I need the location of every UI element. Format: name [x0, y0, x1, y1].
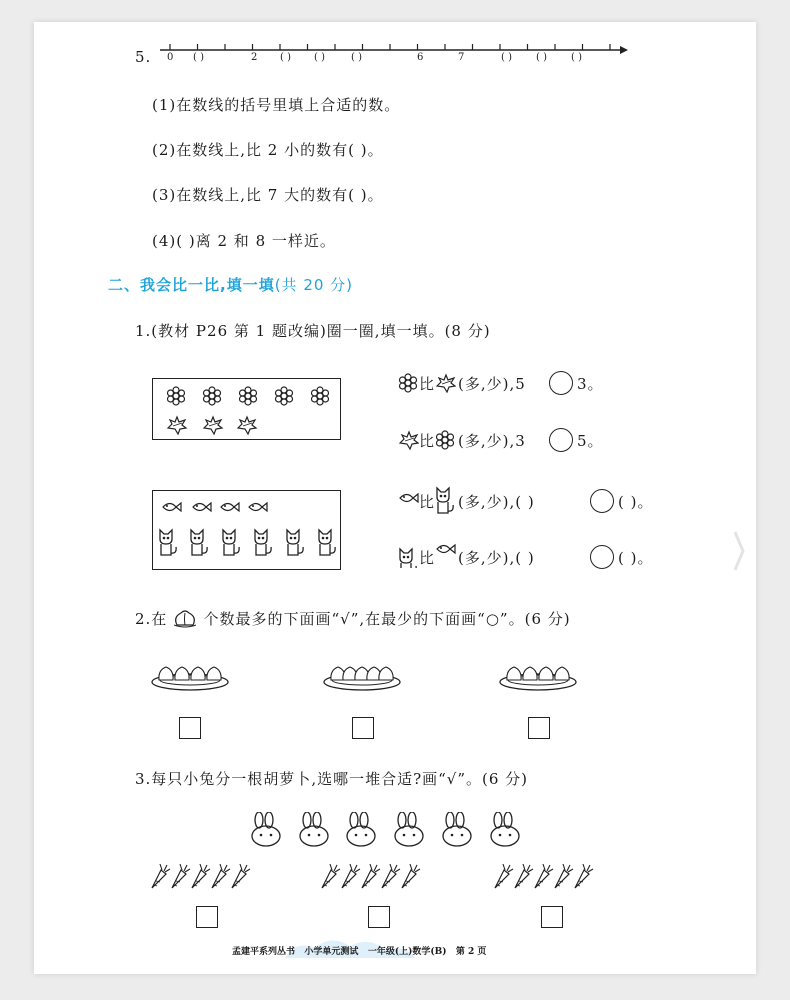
leaf-icon [165, 414, 189, 436]
number-line-label: ( ) [571, 52, 582, 63]
flower-icon [309, 385, 331, 407]
number-line-label: ( ) [193, 52, 204, 63]
footer-series: 孟建平系列丛书 [232, 947, 296, 957]
comparison-word: 比 [419, 375, 436, 393]
section2-title: 二、我会比一比,填一填 [108, 276, 275, 294]
footer-grade: 一年级(上)数学(B) [367, 947, 447, 957]
number-line-label: 6 [417, 52, 424, 63]
rabbit-icon [489, 812, 523, 848]
peach-icon [172, 608, 198, 628]
flower-icon [397, 372, 419, 394]
q3-text: 3.每只小兔分一根胡萝卜,选哪一堆合适?画“√”。(6 分) [135, 770, 529, 788]
rabbit-icon [441, 812, 475, 848]
footer-book: 小学单元测试 [304, 947, 359, 957]
answer-box[interactable] [368, 906, 390, 928]
flower-icon [237, 385, 259, 407]
section2-score: (共 20 分) [274, 276, 354, 294]
compare-circle[interactable] [549, 428, 573, 452]
peach-plate-icon [150, 658, 234, 694]
rabbit-icon [298, 812, 332, 848]
answer-box[interactable] [196, 906, 218, 928]
leaf-icon [397, 429, 419, 451]
cat-icon [252, 527, 272, 559]
peach-plate-icon [498, 658, 582, 694]
leaf-icon [201, 414, 225, 436]
number-line-label: ( ) [280, 52, 291, 63]
cat-icon [188, 527, 208, 559]
cat-icon [397, 546, 419, 568]
section2-heading [108, 274, 353, 295]
comparison-end-text: ( )。 [618, 549, 654, 567]
fish-icon [397, 490, 419, 512]
cat-icon [220, 527, 240, 559]
comparison-fill-text: (多,少),3 [458, 432, 526, 450]
comparison-word: 比 [419, 549, 436, 567]
flower-icon [273, 385, 295, 407]
number-line-label: 0 [167, 52, 174, 63]
comparison-end-text: ( )。 [618, 493, 654, 511]
q5-part4: (4)( )离 2 和 8 一样近。 [152, 232, 336, 250]
answer-box[interactable] [541, 906, 563, 928]
cat-icon [157, 527, 177, 559]
flower-icon [434, 429, 456, 451]
q1-text: 1.(教材 P26 第 1 题改编)圈一圈,填一填。(8 分) [135, 322, 491, 340]
answer-box[interactable] [528, 717, 550, 739]
q5-number: 5. [135, 48, 152, 66]
comparison-fill-text: (多,少),( ) [458, 493, 535, 511]
q5-part3: (3)在数线上,比 7 大的数有( )。 [152, 186, 384, 204]
footer-page: 第 2 页 [455, 947, 487, 957]
carrot-icon [571, 862, 595, 890]
q5-part1: (1)在数线的括号里填上合适的数。 [152, 96, 401, 114]
number-line [150, 40, 630, 70]
flower-icon [165, 385, 187, 407]
comparison-end-text: 3。 [577, 375, 604, 393]
number-line-label: ( ) [536, 52, 547, 63]
answer-box[interactable] [352, 717, 374, 739]
rabbit-icon [345, 812, 379, 848]
page-footer [232, 944, 486, 957]
comparison-word: 比 [419, 493, 436, 511]
comparison-word: 比 [419, 432, 436, 450]
next-page-chevron-icon[interactable] [732, 528, 746, 574]
fish-icon [218, 499, 242, 515]
peach-plate-icon [322, 658, 406, 694]
leaf-icon [434, 372, 456, 394]
comparison-end-text: 5。 [577, 432, 604, 450]
number-line-label: ( ) [314, 52, 325, 63]
q2-line [135, 608, 571, 629]
compare-circle[interactable] [590, 545, 614, 569]
cat-icon [284, 527, 304, 559]
fish-icon [160, 499, 184, 515]
number-line-label: ( ) [351, 52, 362, 63]
q5-part2: (2)在数线上,比 2 小的数有( )。 [152, 141, 384, 159]
comparison-fill-text: (多,少),5 [458, 375, 526, 393]
fish-icon [190, 499, 214, 515]
leaf-icon [235, 414, 259, 436]
flower-icon [201, 385, 223, 407]
comparison-fill-text: (多,少),( ) [458, 549, 535, 567]
number-line-label: ( ) [501, 52, 512, 63]
number-line-label: 2 [251, 52, 258, 63]
cat-icon [316, 527, 336, 559]
number-line-label: 7 [458, 52, 465, 63]
fish-icon [246, 499, 270, 515]
compare-circle[interactable] [549, 371, 573, 395]
carrot-icon [398, 862, 422, 890]
fish-icon [434, 541, 456, 573]
rabbit-icon [393, 812, 427, 848]
answer-box[interactable] [179, 717, 201, 739]
cat-icon [434, 485, 456, 517]
q2-post: 个数最多的下面画“√”,在最少的下面画“○”。(6 分) [203, 610, 571, 628]
compare-circle[interactable] [590, 489, 614, 513]
carrot-icon [228, 862, 252, 890]
q2-pre: 2.在 [135, 610, 168, 628]
rabbit-icon [250, 812, 284, 848]
